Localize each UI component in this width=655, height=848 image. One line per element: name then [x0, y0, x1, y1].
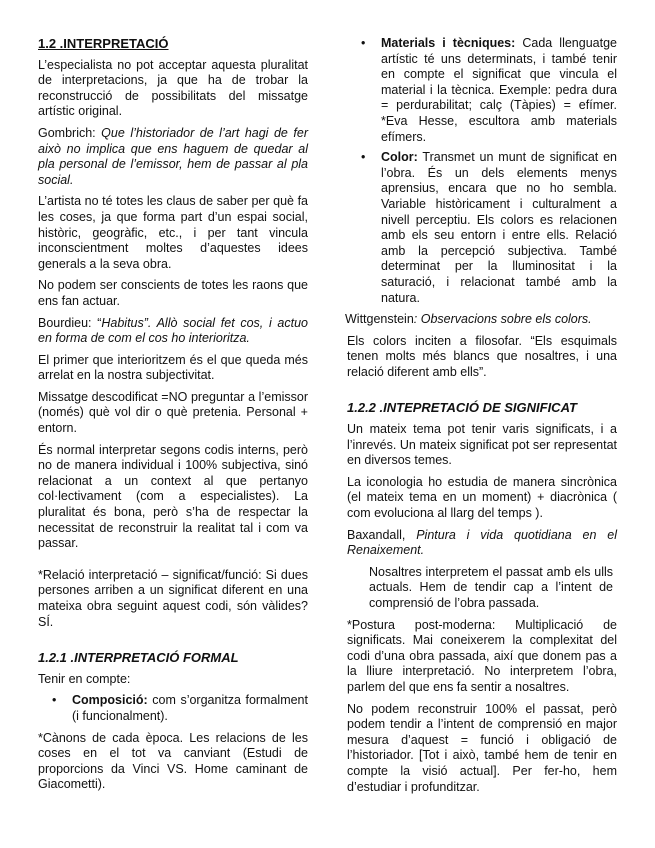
list-item — [38, 693, 308, 724]
reference-title: : Observacions sobre els colors. — [413, 312, 592, 327]
bourdieu-quote — [38, 316, 308, 347]
list-item — [347, 150, 617, 306]
paragraph: És normal interpretar segons codis interns, però no de manera individual i 100% subjectiva, sinó relacionat a un context al que pertanyo col·lectivament (com a especialistes). La pluralitat és bona, però s’ha de respectar la necessitat de reconstruir la realitat tal i com va passar. — [38, 442, 308, 551]
list-item-text: Transmet un munt de significat en l’obra. És un dels elements menys aprensius, encara que no ho sembla. Variable històricament i culturalment a nivell perceptiu. Els colors es relacionen amb els seu entorn i entre ells. Relació amb la percepció subjectiva. També determinat per la lluminositat i la saturació, i relacionat també amb la natura. — [381, 150, 617, 305]
list-item — [347, 36, 617, 145]
bullet-icon: • — [361, 150, 366, 165]
paragraph: L’artista no té totes les claus de saber per què fa les coses, ja que forma part d’un espai social, històric, geogràfic, etc., i per tant vincula inconscientment moltes d’aquestes idees generals a la seva obra. — [38, 194, 308, 271]
list-item-text: Cada llenguatge artístic té uns determinats, i també tenir en compte el significat que vincula el material i la tècnica. Exemple: pedra dura = perdurabilitat; calç (Tàpies) = efímer. *Eva Hesse, escultora amb materials efímers. — [381, 36, 617, 144]
spacer — [38, 558, 308, 568]
quote-text: Habitus”. Allò social fet cos, i actuo en forma de com el cos ho interioritza. — [38, 315, 308, 346]
list-item-label: Materials i tècniques: — [381, 36, 516, 50]
subsection-heading-formal: 1.2.1 .INTERPRETACIÓ FORMAL — [38, 650, 239, 666]
bullet-list — [347, 36, 617, 306]
paragraph: Missatge descodificat =NO preguntar a l’emissor (només) què vol dir o què pretenia. Personal + entorn. — [38, 389, 308, 436]
section-heading-interpretacio: 1.2 .INTERPRETACIÓ — [38, 36, 169, 51]
paragraph: *Relació interpretació – significat/funció: Si dues persones arriben a un significat diferent en una mateixa obra seguint aquest codi, són vàlides? SÍ. — [38, 567, 308, 629]
quote-author: Gombrich: — [38, 125, 102, 140]
paragraph: *Postura post-moderna: Multiplicació de significats. Mai coneixerem la complexitat del codi d’una obra passada, així que donem pas a la lliure interpretació. No interpretem l’obra, parlem del que ens fa sentir a nosaltres. — [347, 617, 617, 694]
bullet-icon: • — [52, 693, 57, 708]
paragraph: No podem reconstruir 100% el passat, però podem tendir a l’intent de comprensió en major mesura d’aquest = funció i obligació de l’historiador. [Tot i això, també hem de tenir en compte la visió actual]. Per fer-ho, hem d’estudiar i profunditzar. — [347, 701, 617, 794]
wittgenstein-reference — [345, 312, 617, 328]
list-item-label: Composició: — [72, 693, 148, 708]
gombrich-quote — [38, 126, 308, 188]
reference-author: Baxandall, — [347, 527, 417, 542]
block-quote: Nosaltres interpretem el passat amb els ulls actuals. Hem de tendir cap a l’intent de comprensió de l’obra passada. — [369, 564, 613, 610]
reference-author: Wittgenstein — [345, 312, 414, 327]
paragraph: *Cànons de cada època. Les relacions de les coses en el tot va canviant (Estudi de proporcions da Vinci VS. Home caminant de Giacometti). — [38, 730, 308, 792]
right-column — [347, 36, 617, 801]
reference-title: Pintura i vida quotidiana en el Renaixement. — [347, 527, 617, 558]
left-column — [38, 36, 308, 799]
paragraph: L’especialista no pot acceptar aquesta pluralitat de interpretacions, ja que ha de trobar la reconstrucció de possibilitats del missatge artístic original. — [38, 57, 308, 119]
list-item-label: Color: — [381, 150, 418, 165]
paragraph: Un mateix tema pot tenir varis significats, i a l’inrevés. Un mateix significat pot ser representat en diversos temes. — [347, 422, 617, 468]
bullet-list — [38, 693, 308, 724]
quote-author: Bourdieu: “ — [38, 315, 102, 330]
paragraph: El primer que interioritzem és el que queda més arrelat en la nostra subjectivitat. — [38, 352, 308, 383]
paragraph: No podem ser conscients de totes les raons que ens fan actuar. — [38, 278, 308, 308]
list-item-text: com s’organitza formalment (i funcionalment). — [72, 693, 308, 723]
subsection-heading-significat: 1.2.2 .INTEPRETACIÓ DE SIGNIFICAT — [347, 400, 577, 416]
paragraph: Tenir en compte: — [38, 671, 131, 686]
quote-text: Que l’historiador de l’art hagi de fer això no implica que ens haguem de quedar al pla personal de l’emissor, hem de passar al pla social. — [38, 125, 308, 187]
paragraph: Els colors inciten a filosofar. “Els esquimals tenen molts més blancs que nosaltres, i una relació diferent amb ells”. — [347, 333, 617, 379]
paragraph: La iconologia ho estudia de manera sincrònica (el mateix tema en un moment) + diacrònica ( com evoluciona al llarg del temps ). — [347, 474, 617, 521]
baxandall-reference — [347, 528, 617, 559]
bullet-icon: • — [361, 36, 366, 50]
